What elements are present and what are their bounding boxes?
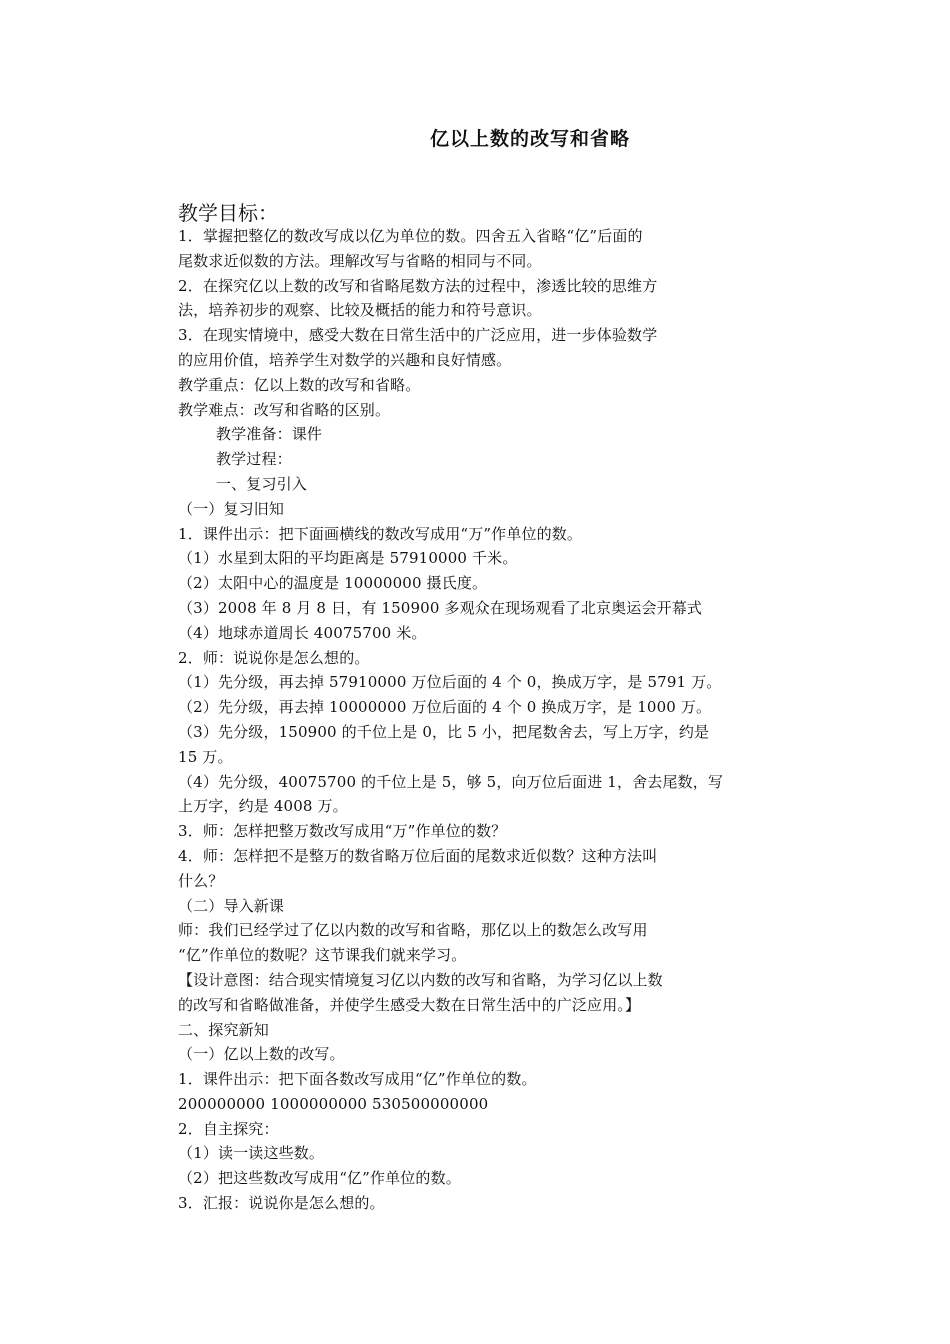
text-line: （2）太阳中心的温度是 10000000 摄氏度。	[178, 574, 488, 593]
text-line: （4）先分级，40075700 的千位上是 5，够 5，向万位后面进 1，舍去尾数，写	[178, 772, 724, 791]
text-line: 二、探究新知	[178, 1020, 269, 1039]
text-line: 2．自主探究：	[178, 1119, 279, 1138]
text-line: （一）复习旧知	[178, 499, 285, 518]
text-line: 的改写和省略做准备，并使学生感受大数在日常生活中的广泛应用。】	[178, 995, 641, 1014]
text-line: 3．汇报：说说你是怎么想的。	[178, 1194, 385, 1213]
text-line: （一）亿以上数的改写。	[178, 1045, 345, 1064]
section-heading-objectives: 教学目标：	[178, 201, 278, 225]
text-line: 4．师：怎样把不是整万的数省略万位后面的尾数求近似数？这种方法叫	[178, 846, 658, 865]
text-line: 上万字，约是 4008 万。	[178, 797, 348, 816]
text-line: 2．在探究亿以上数的改写和省略尾数方法的过程中，渗透比较的思维方	[178, 276, 658, 295]
text-line: （1）读一读这些数。	[178, 1144, 325, 1163]
text-line: （3）先分级，150900 的千位上是 0，比 5 小，把尾数舍去，写上万字，约是	[178, 722, 710, 741]
text-line: （二）导入新课	[178, 896, 285, 915]
text-line: 什么？	[178, 871, 224, 890]
text-line: 的应用价值，培养学生对数学的兴趣和良好情感。	[178, 350, 512, 369]
text-line: 3．师：怎样把整万数改写成用“万”作单位的数？	[178, 822, 507, 841]
text-line: 法，培养初步的观察、比较及概括的能力和符号意识。	[178, 301, 542, 320]
document-title: 亿以上数的改写和省略	[429, 128, 630, 150]
text-line: 一、复习引入	[216, 474, 307, 493]
text-line: 教学准备：课件	[216, 425, 323, 444]
text-line: 1．课件出示：把下面各数改写成用“亿”作单位的数。	[178, 1070, 537, 1089]
text-line: （4）地球赤道周长 40075700 米。	[178, 623, 427, 642]
text-line: 尾数求近似数的方法。理解改写与省略的相同与不同。	[178, 251, 542, 270]
text-line: 2．师：说说你是怎么想的。	[178, 648, 370, 667]
text-line: （2）先分级，再去掉 10000000 万位后面的 4 个 0 换成万字，是 1000 万。	[178, 698, 712, 717]
text-line: （1）先分级，再去掉 57910000 万位后面的 4 个 0，换成万字，是 5791 万。	[178, 673, 722, 692]
text-line: 【设计意图：结合现实情境复习亿以内数的改写和省略，为学习亿以上数	[178, 970, 663, 989]
text-line: （3）2008 年 8 月 8 日，有 150900 多观众在现场观看了北京奥运会开幕式	[178, 598, 703, 617]
text-line: 师：我们已经学过了亿以内数的改写和省略，那亿以上的数怎么改写用	[178, 921, 648, 940]
text-line: （2）把这些数改写成用“亿”作单位的数。	[178, 1169, 461, 1188]
text-line: 教学重点：亿以上数的改写和省略。	[178, 375, 421, 394]
text-line: 200000000 1000000000 530500000000	[178, 1094, 489, 1113]
text-line: 1．课件出示：把下面画横线的数改写成用“万”作单位的数。	[178, 524, 583, 543]
text-line: 15 万。	[178, 747, 233, 766]
text-line: 3．在现实情境中，感受大数在日常生活中的广泛应用，进一步体验数学	[178, 326, 658, 345]
text-line: 1．掌握把整亿的数改写成以亿为单位的数。四舍五入省略“亿”后面的	[178, 227, 643, 245]
text-line: （1）水星到太阳的平均距离是 57910000 千米。	[178, 549, 518, 568]
text-line: 教学过程：	[216, 450, 292, 469]
text-line: “亿”作单位的数呢？这节课我们就来学习。	[178, 946, 467, 965]
text-line: 教学难点：改写和省略的区别。	[178, 400, 391, 419]
document-body	[178, 198, 778, 1216]
